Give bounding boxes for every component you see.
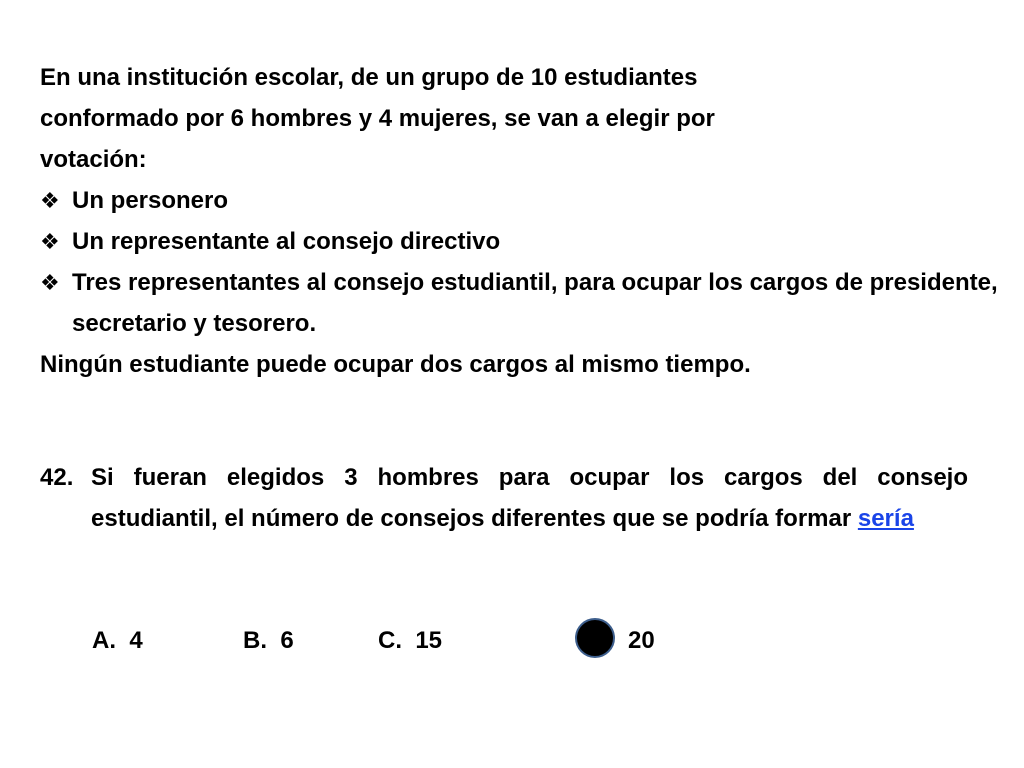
- intro-line-2: conformado por 6 hombres y 4 mujeres, se van a elegir por: [40, 105, 715, 132]
- question-text-block: [91, 457, 968, 539]
- list-item: [40, 180, 1000, 221]
- list-item-text: Un representante al consejo directivo: [72, 228, 501, 255]
- question-link[interactable]: sería: [857, 505, 914, 532]
- problem-statement: [40, 57, 1000, 385]
- question-number: 42.: [40, 464, 74, 491]
- option-a[interactable]: A. 4: [92, 627, 143, 654]
- diamond-bullet-icon: ❖: [40, 188, 60, 213]
- intro-line-1: En una institución escolar, de un grupo de 10 estudiantes: [40, 64, 698, 91]
- list-item: [40, 221, 1000, 262]
- question-42: [40, 457, 968, 539]
- intro-line-3: votación:: [40, 146, 147, 173]
- list-item: [40, 262, 1000, 344]
- option-c[interactable]: C. 15: [378, 627, 443, 654]
- list-item-text: Un personero: [72, 187, 229, 214]
- answer-options: [0, 620, 1024, 662]
- diamond-bullet-icon: ❖: [40, 229, 60, 254]
- option-d[interactable]: 20: [628, 627, 655, 654]
- position-list: [40, 180, 1000, 344]
- list-item-text: Tres representantes al consejo estudiantil, para ocupar los cargos de presidente, secretario y tesorero.: [72, 269, 998, 337]
- answer-marker-circle[interactable]: [575, 618, 615, 658]
- question-text: Si fueran elegidos 3 hombres para ocupar los cargos del consejo estudiantil, el número de consejos diferentes que se podría formar: [91, 464, 968, 532]
- diamond-bullet-icon: ❖: [40, 270, 60, 295]
- closing-statement: Ningún estudiante puede ocupar dos cargos al mismo tiempo.: [40, 351, 751, 378]
- option-b[interactable]: B. 6: [243, 627, 294, 654]
